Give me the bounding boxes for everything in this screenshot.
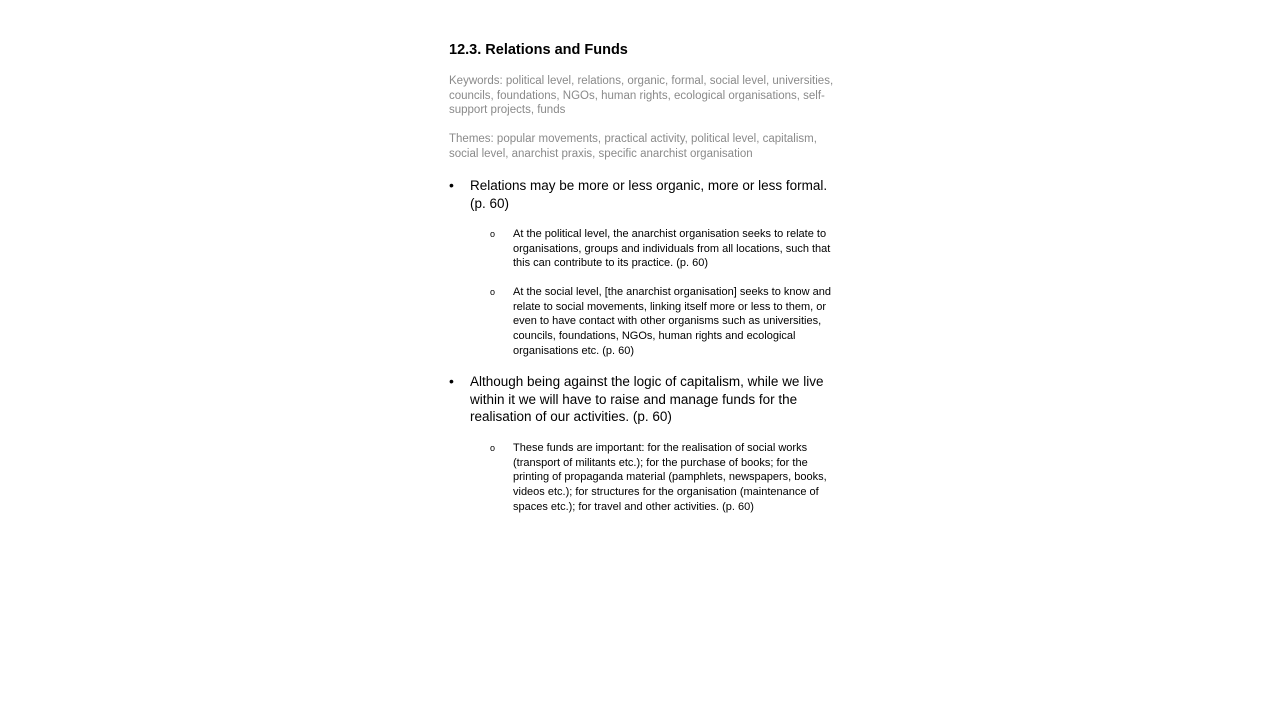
bullet-text: Relations may be more or less organic, more or less formal. (p. 60) — [470, 178, 828, 211]
keywords-line: Keywords: political level, relations, organic, formal, social level, universities, councils, foundations, NGOs, human rights, ecological organisations, self-support projects, funds — [449, 75, 834, 117]
sub-bullet-marker: o — [490, 443, 496, 453]
sub-bullet-text: At the political level, the anarchist organisation seeks to relate to organisations, groups and individuals from all locations, such that this can contribute to its practice. (p. 60) — [513, 228, 831, 270]
section-heading: 12.3. Relations and Funds — [449, 42, 628, 58]
bullet-text: Although being against the logic of capitalism, while we live within it we will have to raise and manage funds for the realisation of our activities. (p. 60) — [470, 374, 824, 424]
themes-line: Themes: popular movements, practical activity, political level, capitalism, social level, anarchist praxis, specific anarchist organisation — [449, 133, 817, 160]
sub-bullet-text: At the social level, [the anarchist organisation] seeks to know and relate to social movements, linking itself more or less to them, or even to have contact with other organisms such as universities, councils, foundations, NGOs, human rights and ecological organisations etc. (p. 60) — [513, 286, 831, 357]
sub-bullet-marker: o — [490, 287, 496, 297]
sub-bullet-marker: o — [490, 229, 496, 239]
bullet-marker: • — [449, 373, 454, 389]
sub-bullet-text: These funds are important: for the realisation of social works (transport of militants etc.); for the purchase of books; for the printing of propaganda material (pamphlets, newspapers, books, videos etc.); for structures for the organisation (maintenance of spaces etc.); for travel and other activities. (p. 60) — [513, 442, 827, 513]
bullet-marker: • — [449, 177, 454, 193]
